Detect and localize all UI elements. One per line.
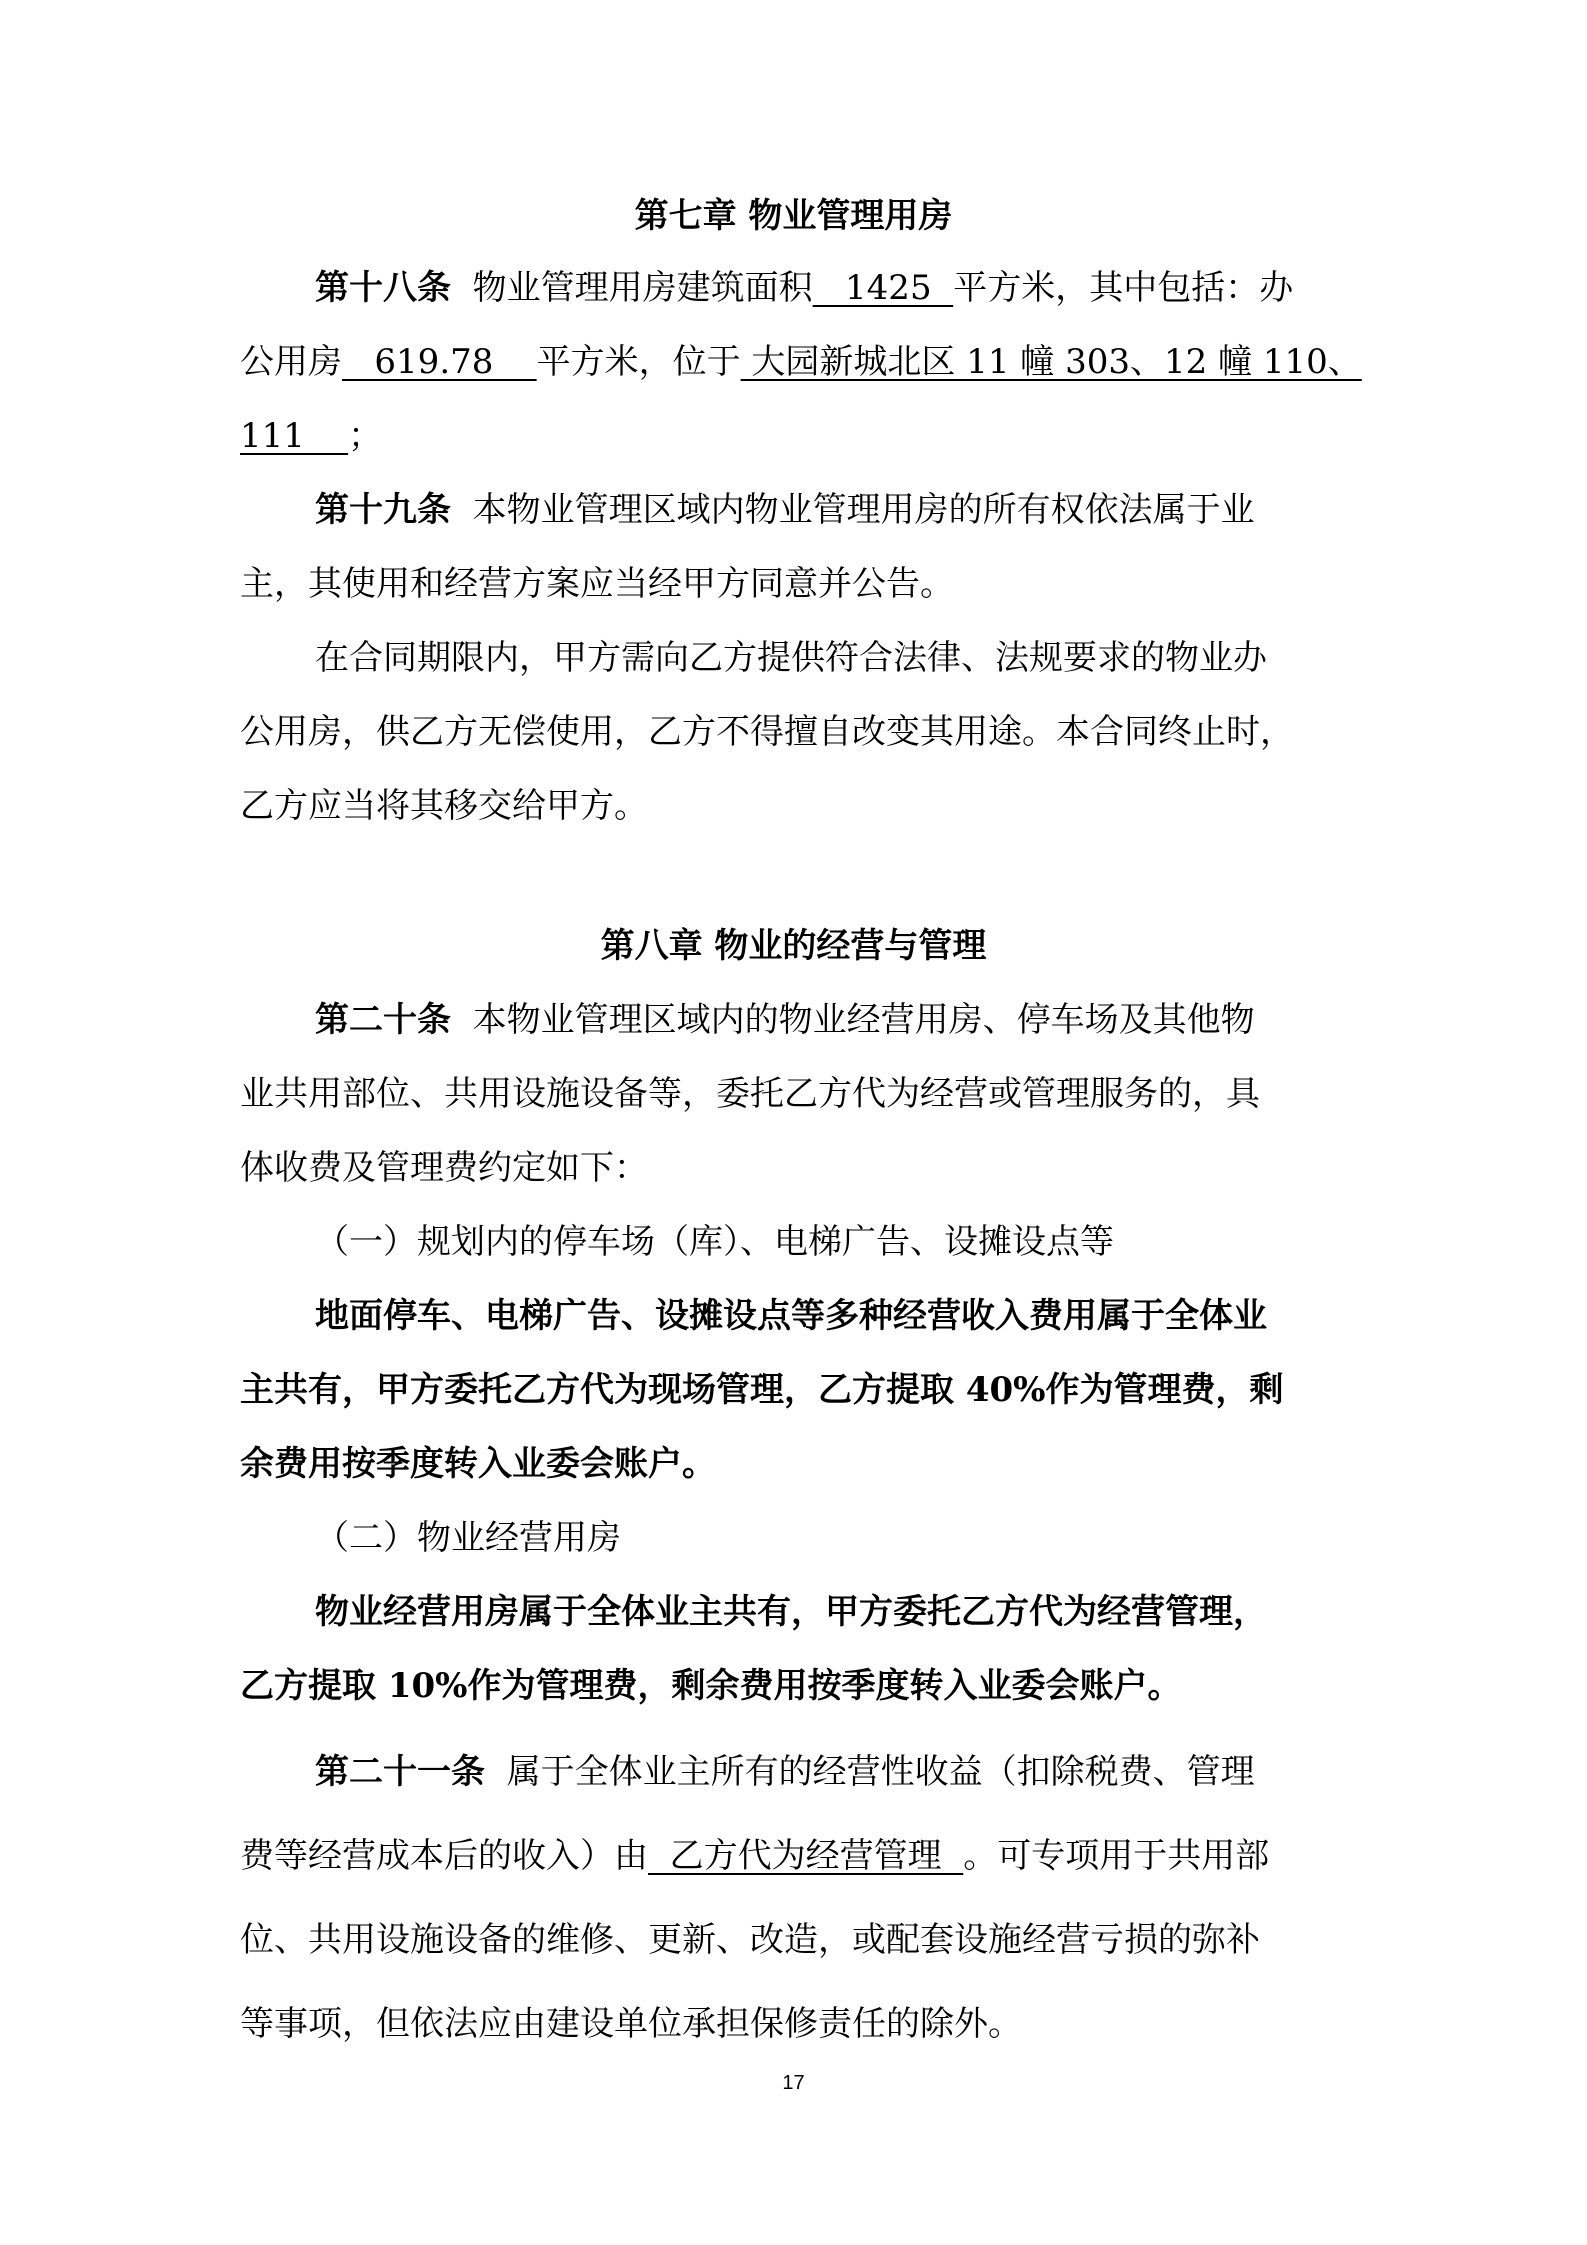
article-20-line-3: 体收费及管理费约定如下： [240,1148,648,1188]
item-2-title: （二）物业经营用房 [315,1518,621,1558]
paragraph-line-2: 公用房，供乙方无偿使用，乙方不得擅自改变其用途。本合同终止时， [240,712,1294,752]
article-21-text: 属于全体业主所有的经营性收益（扣除税费、管理 [506,1752,1255,1792]
article-19-line-2: 主，其使用和经营方案应当经甲方同意并公告。 [240,564,954,604]
item-1-line-3: 余费用按季度转入业委会账户。 [240,1444,716,1484]
total-area-value: 1425 [812,268,954,308]
page-number: 17 [782,2072,805,2094]
chapter-8-title: 第八章 物业的经营与管理 [600,926,987,966]
article-18-line-3 [240,416,1350,457]
article-21-line-2 [240,1836,1350,1877]
article-18-end: ； [348,416,383,456]
item-1-line-1: 地面停车、电梯广告、设摊设点等多种经营收入费用属于全体业 [315,1296,1267,1336]
article-20-text: 本物业管理区域内的物业经营用房、停车场及其他物 [472,1000,1255,1040]
article-18-line-1 [315,268,1350,309]
income-manager: 乙方代为经营管理 [648,1836,964,1876]
item-1-title: （一）规划内的停车场（库）、电梯广告、设摊设点等 [315,1222,1114,1262]
office-location-cont: 111 [240,416,349,456]
article-20-line-1 [315,1000,1350,1041]
item-2-line-2: 乙方提取 10%作为管理费，剩余费用按季度转入业委会账户。 [240,1666,1182,1706]
article-21-line-3: 位、共用设施设备的维修、更新、改造，或配套设施经营亏损的弥补 [240,1920,1260,1960]
article-19-text: 本物业管理区域内物业管理用房的所有权依法属于业 [472,490,1255,530]
chapter-7-title: 第七章 物业管理用房 [634,196,953,236]
paragraph-line-1: 在合同期限内，甲方需向乙方提供符合法律、法规要求的物业办 [315,638,1267,678]
office-location: 大园新城北区 11 幢 303、12 幢 110、 [740,342,1362,382]
article-21-label: 第二十一条 [315,1752,485,1792]
article-18-label: 第十八条 [315,268,451,308]
article-21-line-4: 等事项，但依法应由建设单位承担保修责任的除外。 [240,2004,1022,2044]
article-18-text-2: 平方米，其中包括：办 [953,268,1294,308]
article-18-line-2 [240,342,1362,383]
article-21-text-2b: 。可专项用于共用部 [963,1836,1270,1876]
article-18-text-4: 平方米，位于 [536,342,741,382]
article-21-line-1 [315,1752,1350,1793]
article-18-text-3: 公用房 [240,342,342,382]
article-21-text-2a: 费等经营成本后的收入）由 [240,1836,648,1876]
item-1-line-2: 主共有，甲方委托乙方代为现场管理，乙方提取 40%作为管理费，剩 [240,1370,1284,1410]
article-20-label: 第二十条 [315,1000,451,1040]
paragraph-line-3: 乙方应当将其移交给甲方。 [240,786,648,826]
article-19-line-1 [315,490,1350,531]
article-20-line-2: 业共用部位、共用设施设备等，委托乙方代为经营或管理服务的，具 [240,1074,1260,1114]
office-area-value: 619.78 [342,342,537,382]
article-18-text: 物业管理用房建筑面积 [472,268,813,308]
article-19-label: 第十九条 [315,490,451,530]
item-2-line-1: 物业经营用房属于全体业主共有，甲方委托乙方代为经营管理， [315,1592,1267,1632]
